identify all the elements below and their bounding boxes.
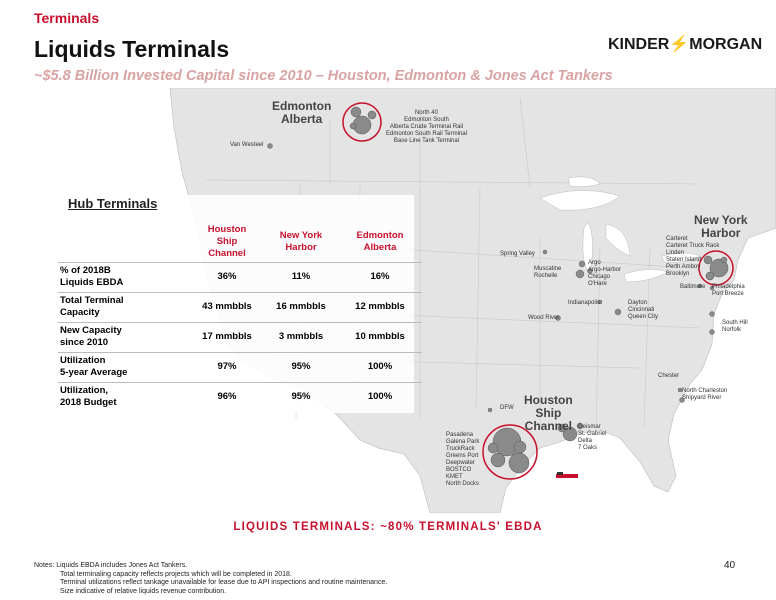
- map-label-vancouver: Van Westeel: [230, 142, 264, 148]
- table-cell: 97%: [190, 352, 264, 382]
- table-row: [58, 352, 422, 382]
- hub-label-new-york: New York Harbor: [694, 213, 748, 240]
- table-cell: 17 mmbbls: [190, 322, 264, 352]
- row-label: Utilization, 2018 Budget: [58, 382, 190, 412]
- map-label-new-york-list: Carteret Carteret Truck Rack Linden Staten Island Perth Amboy Brooklyn: [666, 236, 720, 277]
- column-header-houston: Houston Ship Channel: [207, 223, 247, 259]
- table-cell: 100%: [338, 352, 422, 382]
- column-header-edmonton: Edmonton Alberta: [356, 229, 404, 253]
- footnote-line: Total terminaling capacity reflects projects which will be completed in 2018.: [60, 570, 292, 578]
- table-cell: 43 mmbbls: [190, 292, 264, 322]
- map-label-edmonton-list: North 40 Edmonton South Alberta Crude Terminal Rail Edmonton South Rail Terminal Base Line Tank Terminal: [386, 110, 467, 144]
- hub-label-houston: Houston Ship Channel: [524, 393, 573, 433]
- lightning-bolt-icon: ⚡: [669, 36, 690, 53]
- hub-label-edmonton: Edmonton Alberta: [272, 99, 332, 126]
- map-label-muscatine: Muscatine Rochelle: [534, 266, 562, 279]
- row-label: New Capacity since 2010: [58, 322, 190, 352]
- hub-terminals-table: [58, 222, 422, 412]
- footnote-line: Terminal utilizations reflect tankage unavailable for lease due to API inspections and routine maintenance.: [60, 579, 388, 586]
- page-number: 40: [724, 560, 736, 571]
- ebda-banner: LIQUIDS TERMINALS: ~80% TERMINALS' EBDA: [233, 521, 543, 533]
- table-row: [58, 322, 422, 352]
- map-label-indianapolis: Indianapolis: [568, 300, 601, 306]
- table-cell: 12 mmbbls: [338, 292, 422, 322]
- table-cell: 3 mmbbls: [264, 322, 338, 352]
- map-label-south-hill: South Hill Norfolk: [722, 320, 748, 333]
- hub-terminals-title: Hub Terminals: [68, 196, 158, 211]
- row-label: % of 2018B Liquids EBDA: [58, 262, 190, 292]
- map-label-north-charleston: North Charleston Shipyard River: [682, 388, 728, 401]
- table-header-row: [58, 222, 422, 262]
- kinder-morgan-logo: [608, 34, 763, 56]
- page-subtitle: ~$5.8 Billion Invested Capital since 2010 – Houston, Edmonton & Jones Act Tankers: [34, 68, 613, 84]
- map-label-chicago: Argo Argo-Harbor Chicago O'Hare: [588, 260, 622, 287]
- map-label-geismar: Geismar St. Gabriel Delta 7 Oaks: [578, 424, 607, 451]
- footnotes: [34, 562, 387, 596]
- map-label-spring-valley: Spring Valley: [500, 251, 535, 257]
- table-cell: 100%: [338, 382, 422, 412]
- map-label-dfw: DFW: [500, 405, 514, 411]
- table-cell: 10 mmbbls: [338, 322, 422, 352]
- map-label-chester: Chester: [658, 373, 680, 379]
- table-cell: 16%: [338, 262, 422, 292]
- footnote-line: Notes: Liquids EBDA includes Jones Act Tankers.: [34, 562, 188, 569]
- table-row: [58, 262, 422, 292]
- table-cell: 16 mmbbls: [264, 292, 338, 322]
- table-cell: 11%: [264, 262, 338, 292]
- logo-text-right: MORGAN: [689, 36, 763, 53]
- page-title: Liquids Terminals: [34, 36, 230, 62]
- column-header-new-york: New York Harbor: [279, 229, 323, 253]
- table-corner: [58, 222, 190, 262]
- table-row: [58, 382, 422, 412]
- row-label: Total Terminal Capacity: [58, 292, 190, 322]
- table-cell: 95%: [264, 382, 338, 412]
- map-label-baltimore: Baltimore: [680, 284, 706, 290]
- table-row: [58, 292, 422, 322]
- logo-text-left: KINDER: [608, 36, 670, 53]
- section-label: Terminals: [34, 10, 100, 26]
- map-label-dayton: Dayton Cincinnati Queen City: [628, 300, 659, 320]
- footnote-line: Size indicative of relative liquids revenue contribution.: [60, 587, 227, 595]
- table-cell: 36%: [190, 262, 264, 292]
- map-label-philadelphia: Philadelphia Port Breeze: [712, 284, 745, 297]
- table-cell: 96%: [190, 382, 264, 412]
- map-label-houston-list: Pasadena Galena Park TruckRack Greens Port Deepwater BOSTCO KMET North Docks: [446, 432, 480, 487]
- row-label: Utilization 5-year Average: [58, 352, 190, 382]
- table-cell: 95%: [264, 352, 338, 382]
- map-label-wood-river: Wood River: [528, 315, 560, 321]
